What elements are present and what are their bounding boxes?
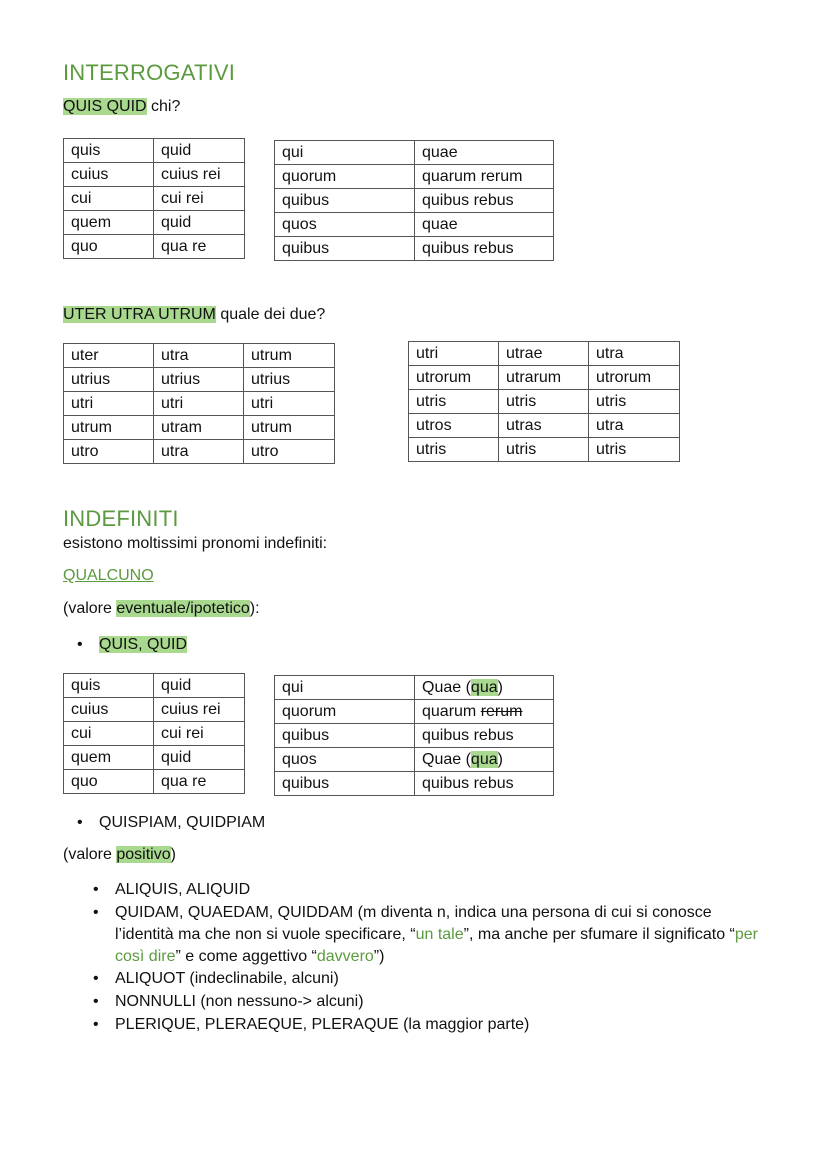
table-row: [409, 342, 680, 366]
table-cell: [415, 700, 554, 724]
table-cell: quos: [275, 213, 415, 237]
quidam-text-2: ”, ma anche per sfumare il significato “: [463, 926, 735, 943]
bullet-nonnulli: [93, 991, 364, 1013]
table-cell: utri: [409, 342, 499, 366]
table-row: [64, 770, 245, 794]
table-row: [64, 392, 335, 416]
table-cell: utras: [499, 414, 589, 438]
quidam-text-4: ”): [373, 948, 385, 965]
table-row: [64, 722, 245, 746]
table-cell: cui rei: [154, 187, 245, 211]
table-cell: quae: [415, 141, 554, 165]
table-row: [64, 698, 245, 722]
aliquis-text: ALIQUIS, ALIQUID: [115, 881, 251, 898]
section-title-indefiniti: INDEFINITI: [63, 506, 179, 531]
table-cell: cui: [64, 187, 154, 211]
uter-meaning: quale dei due?: [215, 306, 326, 323]
valore-eventuale-prefix: (valore: [63, 600, 117, 617]
valore-eventuale-suffix: ):: [249, 600, 260, 617]
table-row: [409, 414, 680, 438]
table-cell: cuius: [64, 698, 154, 722]
quis-quid-meaning: chi?: [146, 98, 181, 115]
table-uter-singular: [63, 343, 335, 464]
table-row: [409, 390, 680, 414]
table-row: [275, 676, 554, 700]
table-cell: qui: [275, 141, 415, 165]
qualcuno-link[interactable]: QUALCUNO: [63, 567, 154, 584]
valore-eventuale: [63, 600, 260, 618]
table-cell: quem: [64, 746, 154, 770]
table-cell: utri: [64, 392, 154, 416]
davvero-green: davvero: [316, 948, 374, 965]
bullet-quidam: [93, 902, 765, 968]
table-cell: quid: [154, 674, 245, 698]
table-row: [64, 139, 245, 163]
quidam-text-1: QUIDAM, QUAEDAM, QUIDDAM (m diventa n, indica una persona di cui si conosce l’identità ma che non si vuole specificare, “: [115, 904, 712, 943]
table-cell: utra: [589, 342, 680, 366]
table-cell: utrarum: [499, 366, 589, 390]
table-cell: utris: [409, 390, 499, 414]
table-cell: cui rei: [154, 722, 245, 746]
table-cell: quorum: [275, 700, 415, 724]
quidam-text-3: ” e come aggettivo “: [175, 948, 317, 965]
table-cell: utris: [589, 438, 680, 462]
valore-positivo-prefix: (valore: [63, 846, 117, 863]
table-row: [275, 724, 554, 748]
valore-positivo-suffix: ): [170, 846, 176, 863]
table-cell: utra: [154, 440, 244, 464]
cell-text: Quae: [422, 751, 466, 768]
cell-highlight-close: ): [497, 679, 503, 696]
table-cell: cuius rei: [154, 698, 245, 722]
table-qui-indef-plural: [274, 675, 554, 796]
cell-text: quarum: [422, 703, 481, 720]
table-row: [64, 440, 335, 464]
table-cell: quibus rebus: [415, 772, 554, 796]
table-quis-indef-singular: [63, 673, 245, 794]
quis-quid-bullet-highlight: QUIS, QUID: [99, 636, 188, 653]
bullet-aliquis: [93, 879, 251, 901]
bullet-dot: •: [93, 993, 99, 1010]
table-cell: quo: [64, 770, 154, 794]
qua-highlight: qua: [470, 679, 498, 696]
table-cell: utram: [154, 416, 244, 440]
table-cell: cuius rei: [154, 163, 245, 187]
table-cell: cuius: [64, 163, 154, 187]
table-row: [64, 674, 245, 698]
table-cell: quibus: [275, 189, 415, 213]
table-quis-singular: [63, 138, 245, 259]
bullet-dot: •: [77, 636, 83, 653]
section-title-interrogativi: INTERROGATIVI: [63, 60, 236, 85]
table-cell: quos: [275, 748, 415, 772]
bullet-plerique: [93, 1014, 530, 1036]
cell-highlight-close: ): [497, 751, 503, 768]
table-cell: utrum: [244, 416, 335, 440]
table-cell: cui: [64, 722, 154, 746]
bullet-dot: •: [93, 1016, 99, 1033]
indefiniti-intro: esistono moltissimi pronomi indefiniti:: [63, 535, 328, 552]
table-cell: [415, 748, 554, 772]
table-row: [409, 438, 680, 462]
quis-quid-heading: [63, 98, 180, 116]
cell-highlight-open: (: [465, 679, 471, 696]
table-row: [275, 189, 554, 213]
table-cell: qua re: [154, 235, 245, 259]
table-cell: utri: [244, 392, 335, 416]
table-cell: quibus: [275, 772, 415, 796]
table-cell: [415, 676, 554, 700]
uter-highlight: UTER UTRA UTRUM: [63, 306, 216, 323]
table-row: [64, 416, 335, 440]
table-cell: quibus: [275, 724, 415, 748]
table-cell: utrius: [244, 368, 335, 392]
table-cell: utrum: [64, 416, 154, 440]
table-uter-plural: [408, 341, 680, 462]
table-cell: quem: [64, 211, 154, 235]
quis-quid-highlight: QUIS QUID: [63, 98, 147, 115]
table-cell: quo: [64, 235, 154, 259]
table-row: [275, 748, 554, 772]
table-cell: quibus: [275, 237, 415, 261]
table-row: [409, 366, 680, 390]
bullet-quis-quid: [77, 634, 188, 656]
qua-highlight: qua: [470, 751, 498, 768]
positivo-highlight: positivo: [116, 846, 171, 863]
table-row: [275, 141, 554, 165]
table-row: [64, 163, 245, 187]
table-row: [64, 211, 245, 235]
table-row: [64, 368, 335, 392]
table-cell: qui: [275, 676, 415, 700]
per-cosi-dire-green: per così dire: [115, 926, 758, 965]
table-row: [64, 187, 245, 211]
table-cell: utris: [589, 390, 680, 414]
table-cell: quibus rebus: [415, 237, 554, 261]
uter-heading: [63, 306, 325, 324]
nonnulli-text: NONNULLI (non nessuno-> alcuni): [115, 993, 364, 1010]
aliquot-text: ALIQUOT (indeclinabile, alcuni): [115, 970, 339, 987]
table-row: [64, 344, 335, 368]
table-row: [275, 700, 554, 724]
valore-positivo: [63, 846, 176, 864]
table-cell: utris: [409, 438, 499, 462]
cell-text: Quae: [422, 679, 466, 696]
table-row: [64, 746, 245, 770]
bullet-dot: •: [93, 881, 99, 898]
table-cell: quibus rebus: [415, 724, 554, 748]
table-cell: quid: [154, 211, 245, 235]
bullet-dot: •: [93, 970, 99, 987]
table-cell: utri: [154, 392, 244, 416]
table-cell: utrorum: [589, 366, 680, 390]
plerique-text: PLERIQUE, PLERAEQUE, PLERAQUE (la maggior parte): [115, 1016, 530, 1033]
table-row: [275, 213, 554, 237]
table-cell: utrius: [154, 368, 244, 392]
quispiam-text: QUISPIAM, QUIDPIAM: [99, 814, 266, 831]
table-cell: utro: [64, 440, 154, 464]
table-cell: utris: [499, 390, 589, 414]
table-cell: utrum: [244, 344, 335, 368]
table-cell: quae: [415, 213, 554, 237]
table-cell: quis: [64, 139, 154, 163]
table-cell: quid: [154, 139, 245, 163]
table-cell: utrius: [64, 368, 154, 392]
bullet-aliquot: [93, 968, 339, 990]
table-cell: quid: [154, 746, 245, 770]
table-row: [64, 235, 245, 259]
bullet-dot: •: [77, 814, 83, 831]
table-qui-plural: [274, 140, 554, 261]
table-cell: utrae: [499, 342, 589, 366]
table-row: [275, 165, 554, 189]
table-cell: utros: [409, 414, 499, 438]
bullet-quispiam: [77, 812, 266, 834]
table-row: [275, 237, 554, 261]
table-cell: quis: [64, 674, 154, 698]
table-cell: utrorum: [409, 366, 499, 390]
table-row: [275, 772, 554, 796]
eventuale-highlight: eventuale/ipotetico: [116, 600, 250, 617]
table-cell: quarum rerum: [415, 165, 554, 189]
table-cell: utro: [244, 440, 335, 464]
table-cell: quorum: [275, 165, 415, 189]
table-cell: uter: [64, 344, 154, 368]
table-cell: utra: [589, 414, 680, 438]
table-cell: qua re: [154, 770, 245, 794]
rerum-strikethrough: rerum: [480, 703, 523, 720]
table-cell: quibus rebus: [415, 189, 554, 213]
table-cell: utra: [154, 344, 244, 368]
table-cell: utris: [499, 438, 589, 462]
cell-highlight-open: (: [465, 751, 471, 768]
bullet-dot: •: [93, 904, 99, 921]
un-tale-green: un tale: [415, 926, 464, 943]
